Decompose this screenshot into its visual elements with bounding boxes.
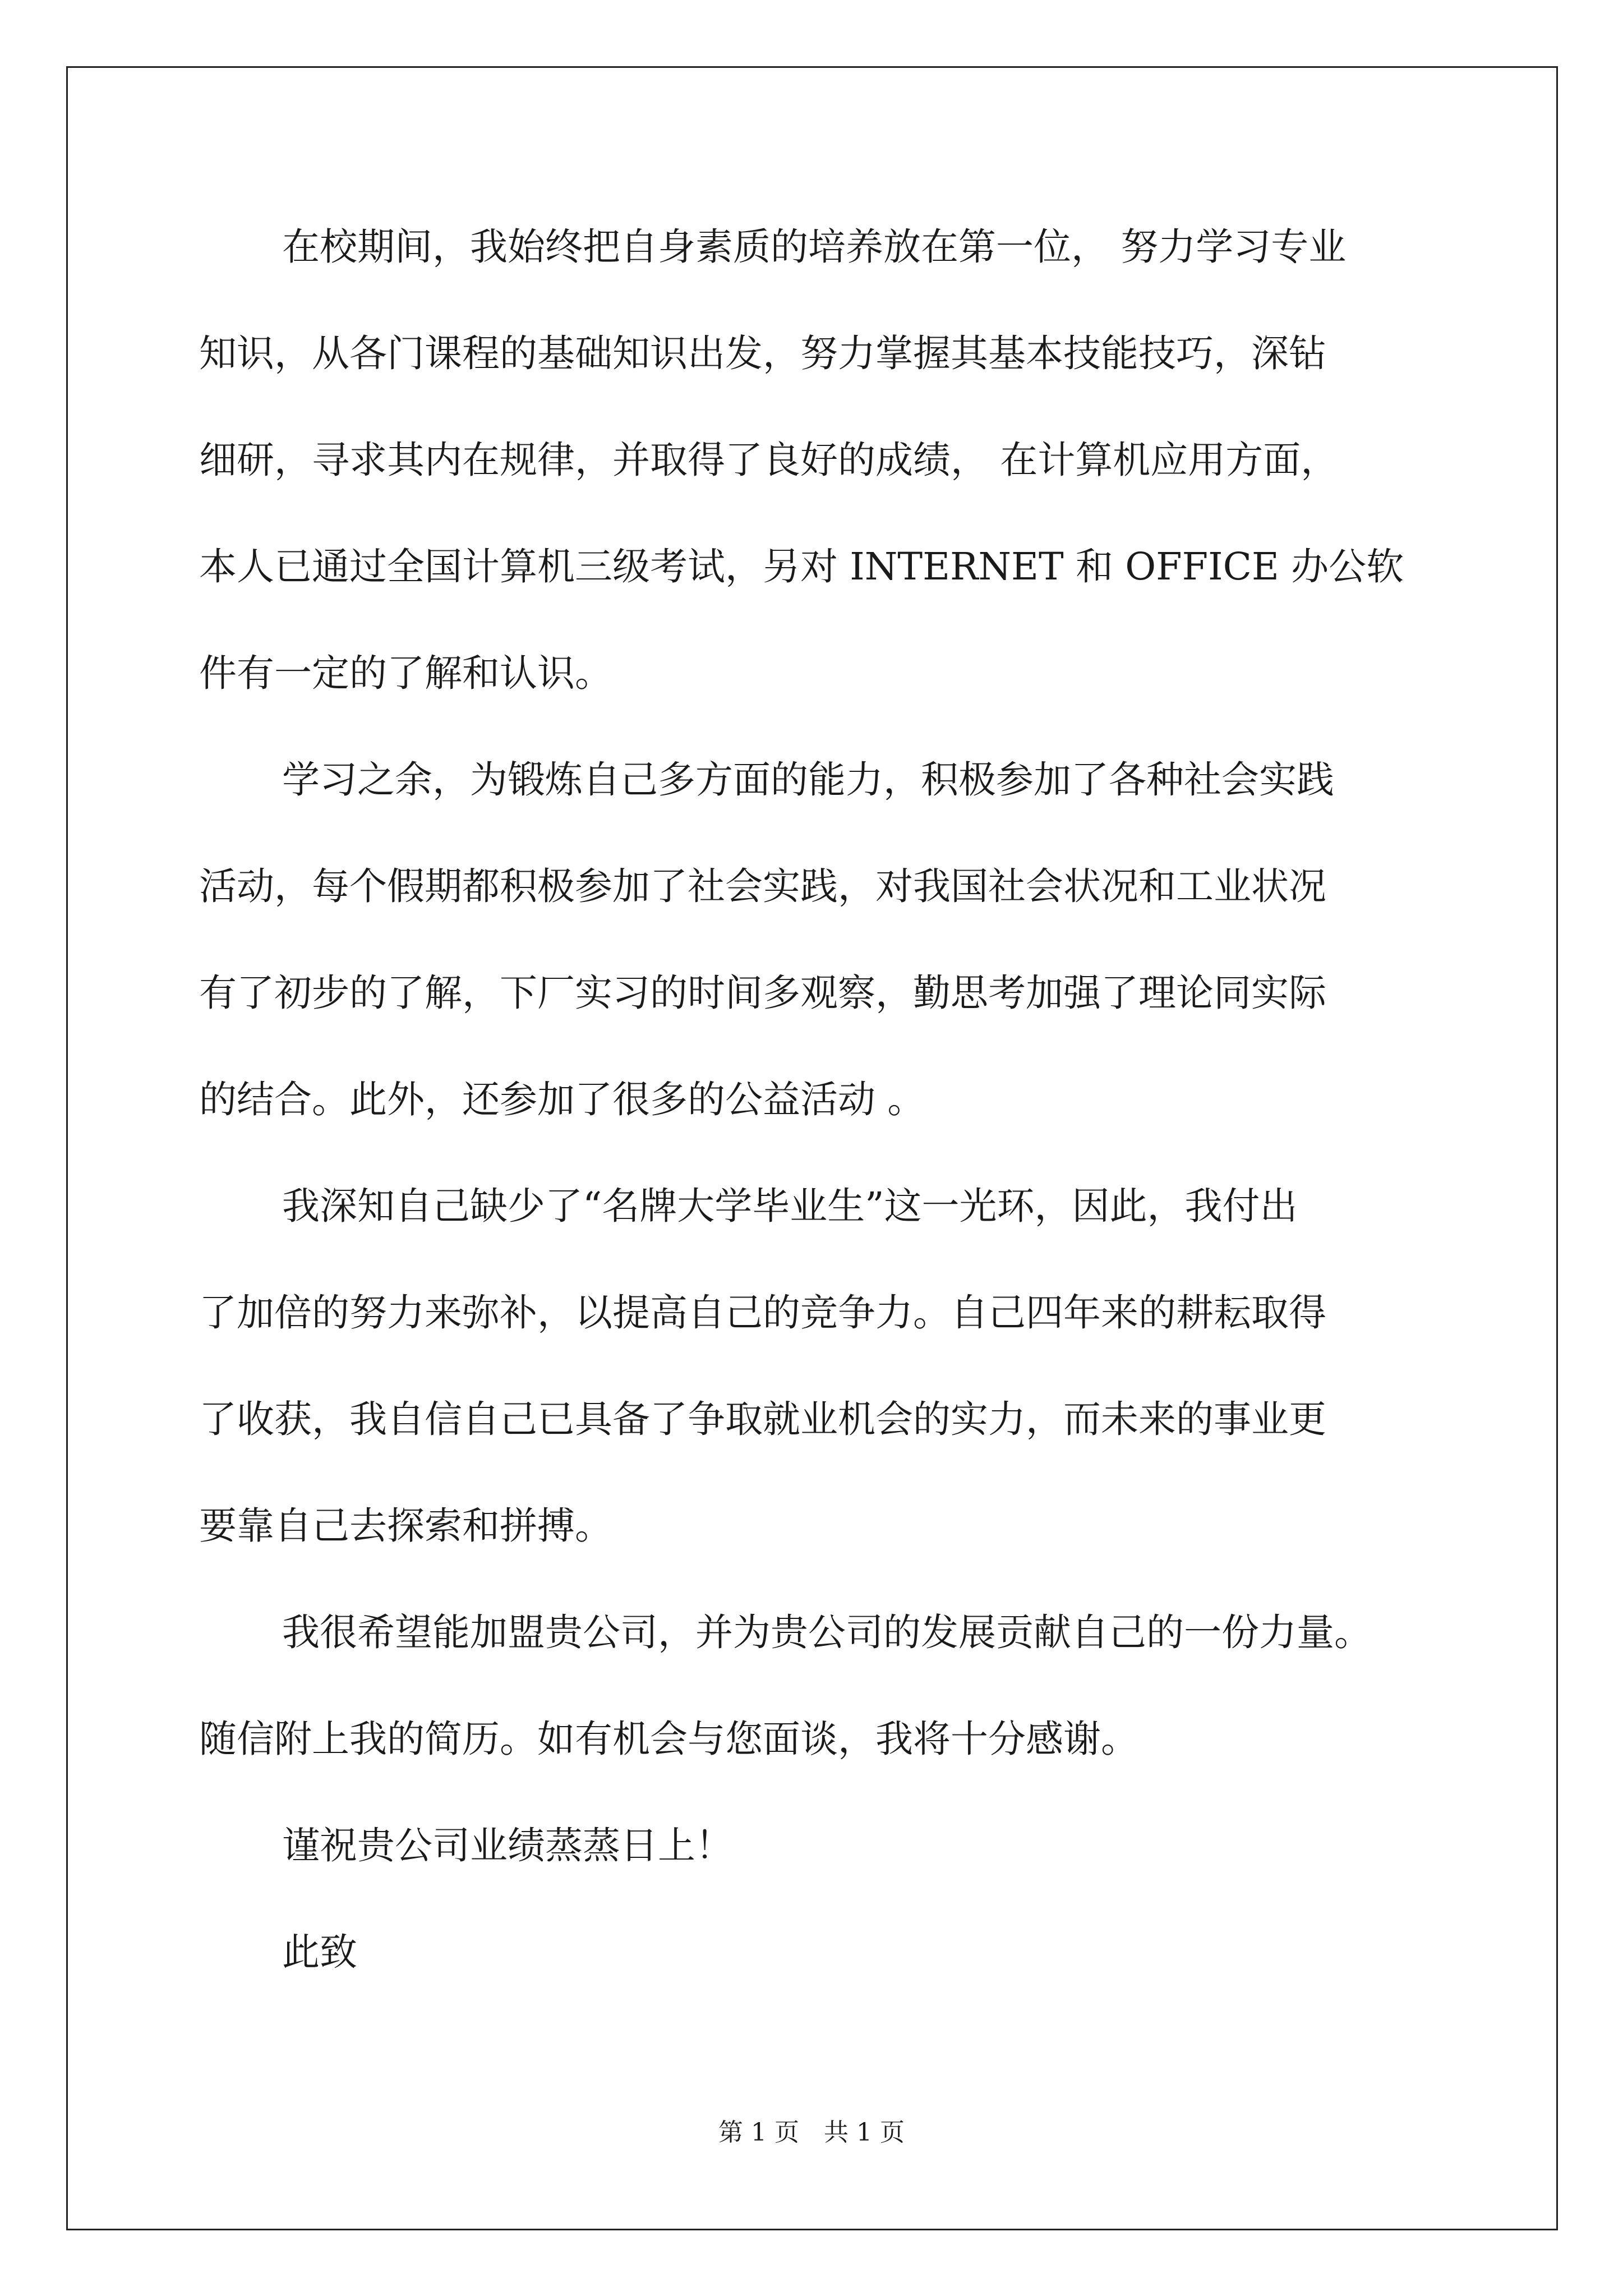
text-line: 我深知自己缺少了“名牌大学毕业生”这一光环，因此，我付出 (282, 1184, 1298, 1228)
text-line: 谨祝贵公司业绩蒸蒸日上！ (282, 1824, 733, 1867)
paragraph-hope (199, 1599, 1427, 1812)
text-line: 要靠自己去探索和拼搏。 (199, 1504, 612, 1548)
text-line: 细研，寻求其内在规律，并取得了良好的成绩， 在计算机应用方面， (199, 438, 1339, 482)
paragraph-study (199, 213, 1427, 746)
text-line: 随信附上我的简历。如有机会与您面谈，我将十分感谢。 (199, 1717, 1138, 1761)
paragraph-closing (199, 1918, 1427, 2025)
paragraph-effort (199, 1172, 1427, 1599)
page-number-footer: 第 1 页 共 1 页 (718, 2118, 905, 2147)
text-line: 在校期间，我始终把自身素质的培养放在第一位， 努力学习专业 (282, 225, 1347, 269)
text-line: 知识，从各门课程的基础知识出发，努力掌握其基本技能技巧，深钻 (199, 332, 1326, 375)
text-line: 学习之余，为锻炼自己多方面的能力，积极参加了各种社会实践 (282, 758, 1334, 802)
text-line: 了加倍的努力来弥补，以提高自己的竞争力。自己四年来的耕耘取得 (199, 1291, 1326, 1335)
paragraph-practice (199, 746, 1427, 1172)
paragraph-wish (199, 1812, 1427, 1918)
text-line: 有了初步的了解，下厂实习的时间多观察，勤思考加强了理论同实际 (199, 971, 1326, 1015)
text-line: 我很希望能加盟贵公司，并为贵公司的发展贡献自己的一份力量。 (282, 1611, 1372, 1654)
text-line: 活动，每个假期都积极参加了社会实践，对我国社会状况和工业状况 (199, 864, 1326, 908)
text-line: 件有一定的了解和认识。 (199, 651, 612, 695)
text-line: 了收获，我自信自己已具备了争取就业机会的实力，而未来的事业更 (199, 1397, 1326, 1441)
text-line: 本人已通过全国计算机三级考试，另对 INTERNET 和 OFFICE 办公软 (199, 545, 1404, 588)
letter-body (199, 213, 1427, 2025)
text-line: 的结合。此外，还参加了很多的公益活动 。 (199, 1078, 925, 1121)
text-line: 此致 (282, 1930, 357, 1974)
